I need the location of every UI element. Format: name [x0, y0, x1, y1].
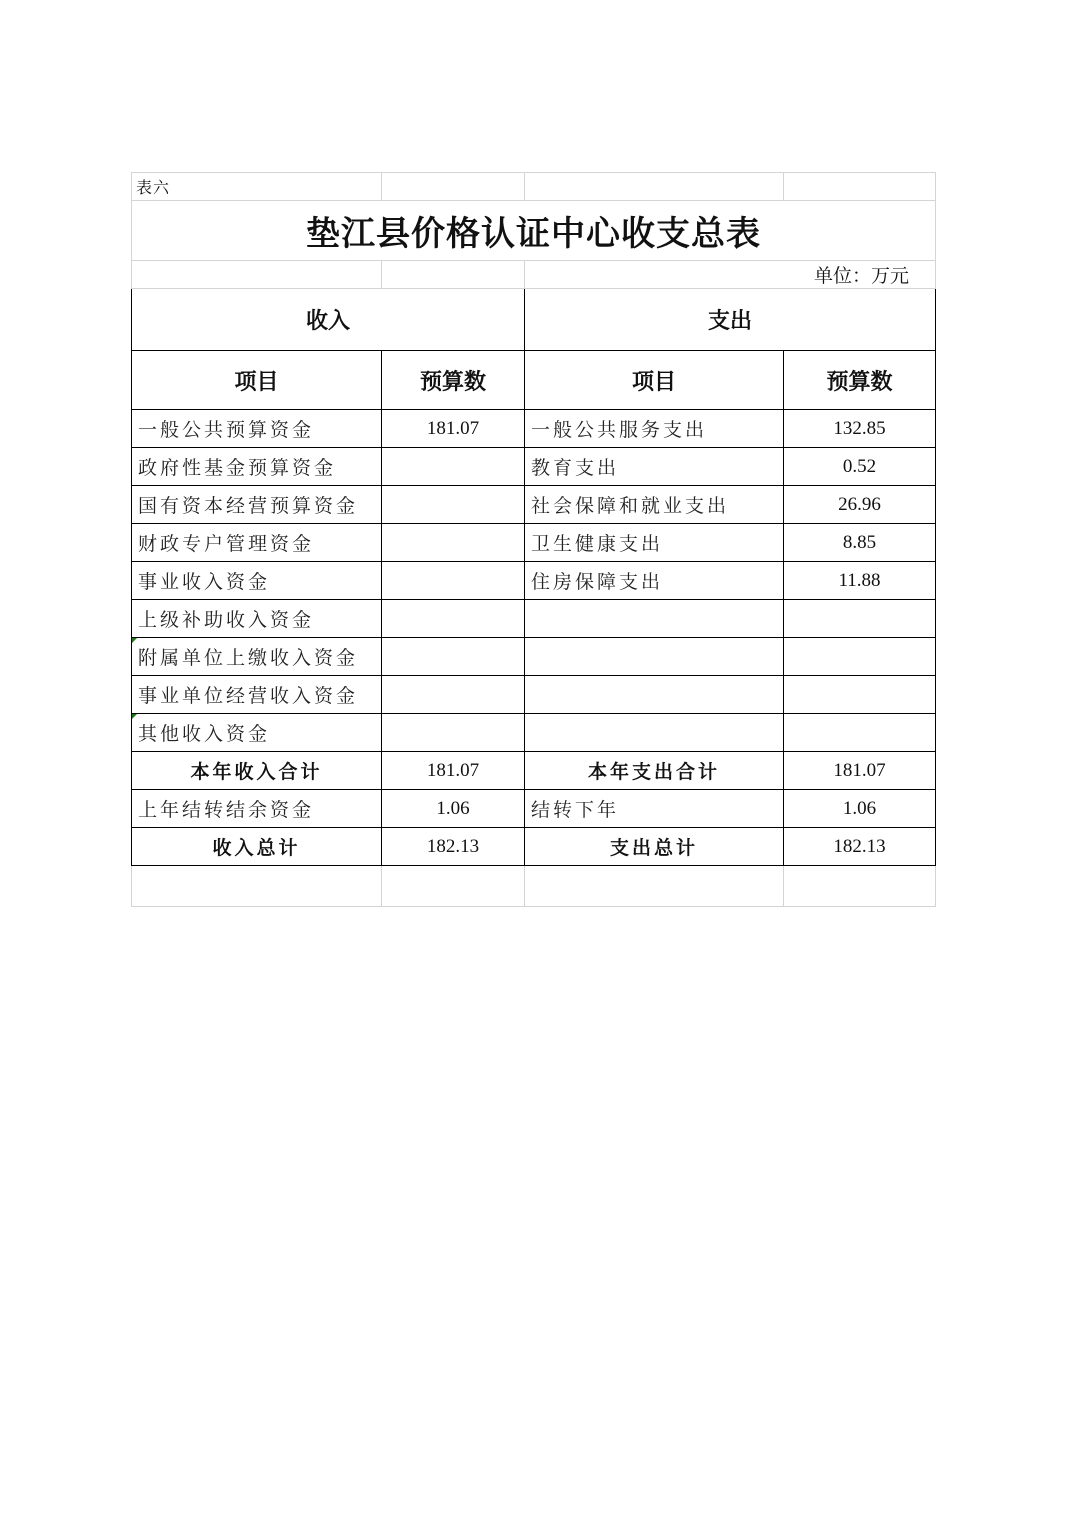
- income-budget-header: 预算数: [382, 351, 525, 410]
- expense-carry-value: 1.06: [784, 790, 936, 828]
- budget-sheet: [131, 172, 936, 907]
- income-expense-table: [131, 172, 936, 907]
- income-value: [382, 638, 525, 676]
- table-row: [132, 448, 936, 486]
- expense-value: 8.85: [784, 524, 936, 562]
- table-row: [132, 410, 936, 448]
- expense-item: 住房保障支出: [525, 562, 784, 600]
- income-item: 财政专户管理资金: [132, 524, 382, 562]
- income-year-total-label: 本年收入合计: [132, 752, 382, 790]
- table-row: [132, 562, 936, 600]
- expense-item: 一般公共服务支出: [525, 410, 784, 448]
- expense-carry-label: 结转下年: [525, 790, 784, 828]
- expense-value: 26.96: [784, 486, 936, 524]
- expense-item: [525, 638, 784, 676]
- income-value: [382, 562, 525, 600]
- expense-item-header: 项目: [525, 351, 784, 410]
- income-value: [382, 676, 525, 714]
- expense-value: [784, 676, 936, 714]
- income-item: 事业收入资金: [132, 562, 382, 600]
- table-row: [132, 486, 936, 524]
- empty-row: [132, 866, 936, 907]
- expense-item: 卫生健康支出: [525, 524, 784, 562]
- title-row: [132, 201, 936, 261]
- income-grand-total-value: 182.13: [382, 828, 525, 866]
- table-row: [132, 638, 936, 676]
- income-value: [382, 600, 525, 638]
- income-item: 上级补助收入资金: [132, 600, 382, 638]
- income-carry-value: 1.06: [382, 790, 525, 828]
- carry-row: [132, 790, 936, 828]
- income-item-header: 项目: [132, 351, 382, 410]
- expense-grand-total-value: 182.13: [784, 828, 936, 866]
- column-header-row: [132, 351, 936, 410]
- page-title: 垫江县价格认证中心收支总表: [132, 201, 936, 261]
- table-label: 表六: [132, 173, 382, 201]
- expense-value: 132.85: [784, 410, 936, 448]
- income-value: 181.07: [382, 410, 525, 448]
- expense-item: 社会保障和就业支出: [525, 486, 784, 524]
- expense-header: 支出: [525, 289, 936, 351]
- income-item: 事业单位经营收入资金: [132, 676, 382, 714]
- section-header-row: [132, 289, 936, 351]
- expense-item: [525, 676, 784, 714]
- year-total-row: [132, 752, 936, 790]
- expense-value: 0.52: [784, 448, 936, 486]
- table-row: [132, 524, 936, 562]
- grand-total-row: [132, 828, 936, 866]
- expense-year-total-value: 181.07: [784, 752, 936, 790]
- income-item: 一般公共预算资金: [132, 410, 382, 448]
- expense-value: [784, 638, 936, 676]
- expense-budget-header: 预算数: [784, 351, 936, 410]
- expense-item: [525, 714, 784, 752]
- expense-value: 11.88: [784, 562, 936, 600]
- income-value: [382, 714, 525, 752]
- unit-row: [132, 261, 936, 289]
- label-row: [132, 173, 936, 201]
- expense-item: 教育支出: [525, 448, 784, 486]
- unit-label: 单位：万元: [525, 261, 936, 289]
- income-grand-total-label: 收入总计: [132, 828, 382, 866]
- table-row: [132, 600, 936, 638]
- income-value: [382, 524, 525, 562]
- table-row: [132, 676, 936, 714]
- income-value: [382, 486, 525, 524]
- income-item: 其他收入资金: [132, 714, 382, 752]
- expense-value: [784, 714, 936, 752]
- income-header: 收入: [132, 289, 525, 351]
- expense-item: [525, 600, 784, 638]
- expense-year-total-label: 本年支出合计: [525, 752, 784, 790]
- income-item: 国有资本经营预算资金: [132, 486, 382, 524]
- table-row: [132, 714, 936, 752]
- expense-value: [784, 600, 936, 638]
- income-carry-label: 上年结转结余资金: [132, 790, 382, 828]
- income-year-total-value: 181.07: [382, 752, 525, 790]
- income-item: 附属单位上缴收入资金: [132, 638, 382, 676]
- income-item: 政府性基金预算资金: [132, 448, 382, 486]
- income-value: [382, 448, 525, 486]
- expense-grand-total-label: 支出总计: [525, 828, 784, 866]
